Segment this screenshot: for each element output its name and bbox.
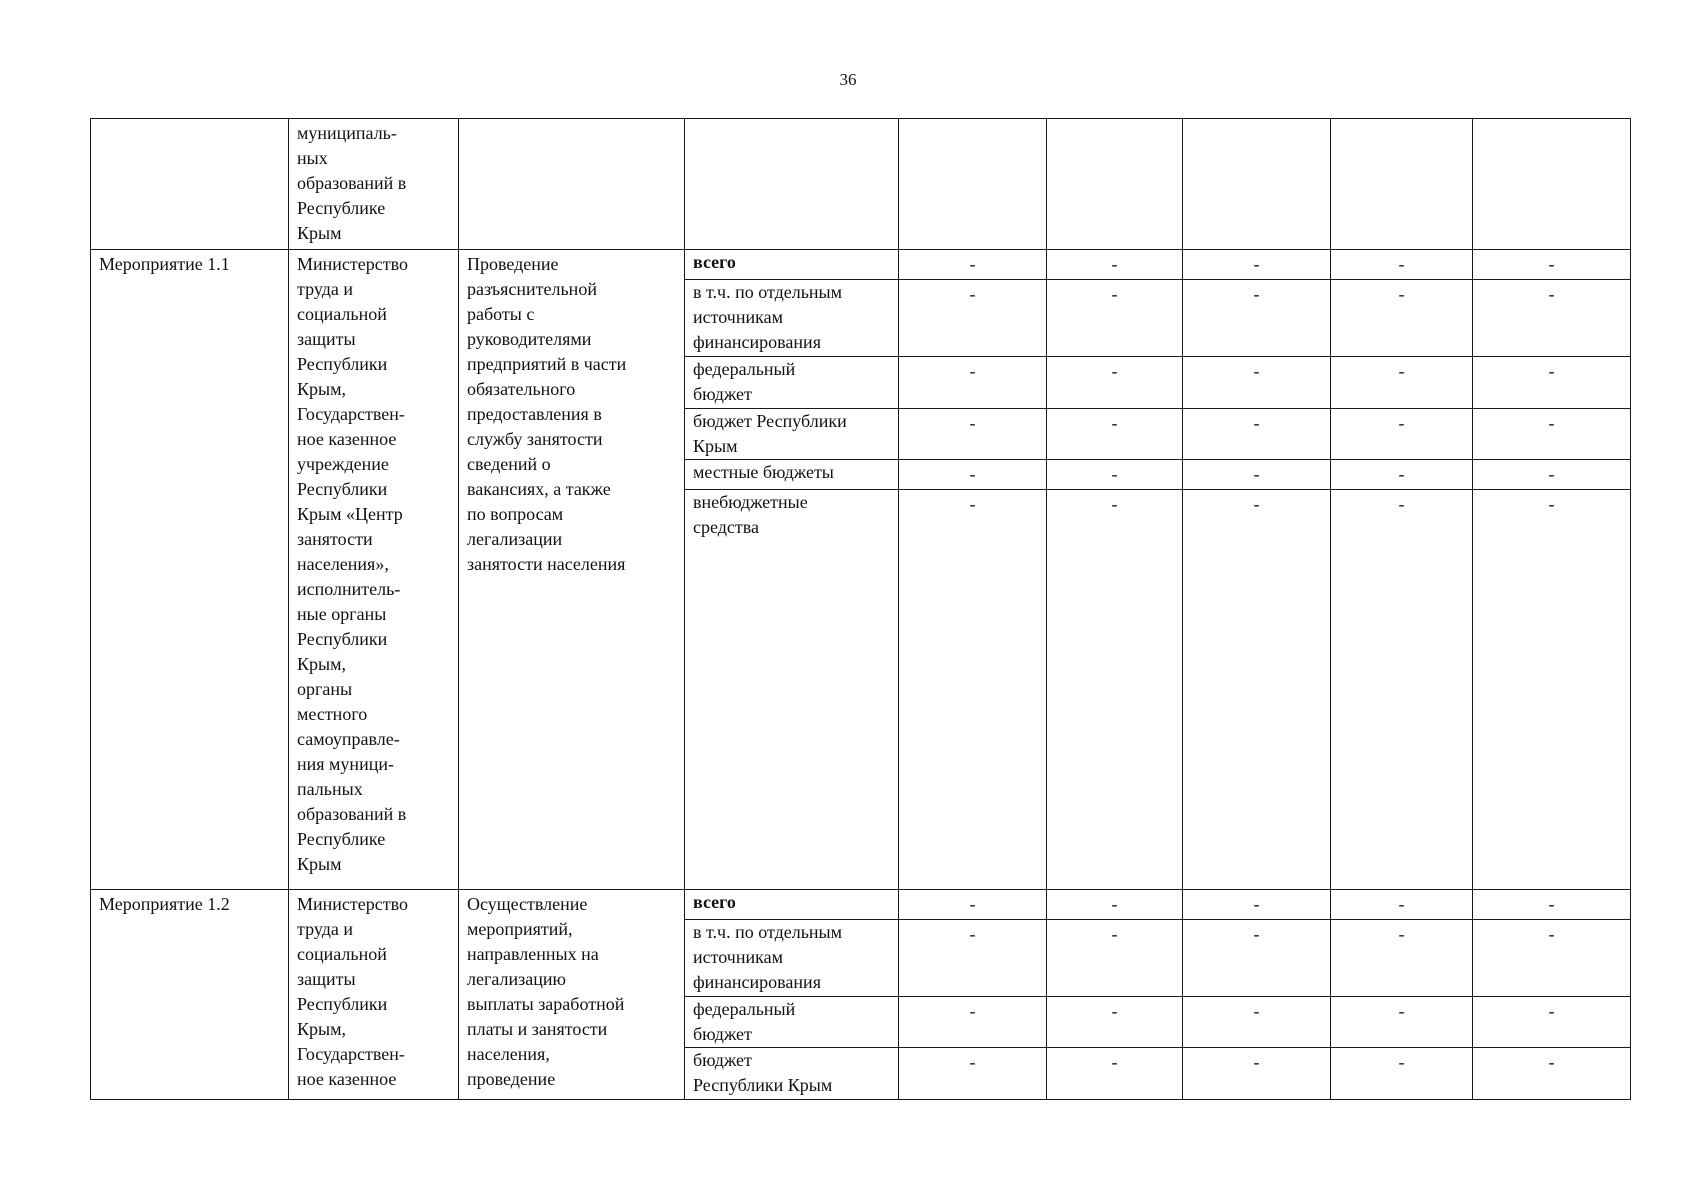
funding-source-cell: всего bbox=[685, 890, 899, 920]
value-cell: - bbox=[1473, 250, 1631, 280]
table-body bbox=[91, 119, 1631, 1100]
value-cell: - bbox=[1331, 250, 1473, 280]
value-cell: - bbox=[1047, 460, 1183, 490]
table-row bbox=[91, 119, 1631, 250]
value-cell: - bbox=[1047, 890, 1183, 920]
value-cell: - bbox=[1331, 1048, 1473, 1100]
funding-source-cell: всего bbox=[685, 250, 899, 280]
value-cell: - bbox=[1473, 1048, 1631, 1100]
executor-cell: Министерство труда и социальной защиты Республики Крым, Государствен- ное казенное bbox=[289, 890, 459, 1100]
value-cell bbox=[1331, 119, 1473, 250]
funding-source-cell: местные бюджеты bbox=[685, 460, 899, 490]
value-cell bbox=[1047, 119, 1183, 250]
value-cell: - bbox=[1183, 460, 1331, 490]
value-cell bbox=[1183, 119, 1331, 250]
value-cell: - bbox=[1183, 920, 1331, 997]
value-cell: - bbox=[1047, 408, 1183, 459]
funding-source-cell: федеральный бюджет bbox=[685, 357, 899, 408]
value-cell: - bbox=[1331, 490, 1473, 890]
value-cell: - bbox=[899, 490, 1047, 890]
value-cell bbox=[1473, 119, 1631, 250]
page-number: 36 bbox=[839, 70, 857, 89]
description-cell bbox=[459, 119, 685, 250]
value-cell: - bbox=[1183, 1048, 1331, 1100]
value-cell: - bbox=[1331, 920, 1473, 997]
value-cell: - bbox=[1331, 890, 1473, 920]
value-cell: - bbox=[899, 357, 1047, 408]
value-cell: - bbox=[1183, 890, 1331, 920]
funding-source-cell: внебюджетные средства bbox=[685, 490, 899, 890]
executor-cell: Министерство труда и социальной защиты Республики Крым, Государствен- ное казенное учреждение Республики Крым «Центр занятости населения», исполнитель- ные органы Республики Крым, органы местного самоуправле- ния муници- пальных образований в Республике Крым bbox=[289, 250, 459, 890]
value-cell: - bbox=[1473, 997, 1631, 1048]
value-cell: - bbox=[1473, 280, 1631, 357]
value-cell: - bbox=[1047, 1048, 1183, 1100]
value-cell: - bbox=[1183, 997, 1331, 1048]
source-cell bbox=[685, 119, 899, 250]
funding-source-cell: бюджет Республики Крым bbox=[685, 1048, 899, 1100]
value-cell: - bbox=[1473, 490, 1631, 890]
value-cell: - bbox=[899, 250, 1047, 280]
measure-name-cell: Мероприятие 1.2 bbox=[91, 890, 289, 1100]
value-cell: - bbox=[1331, 460, 1473, 490]
value-cell: - bbox=[1473, 920, 1631, 997]
value-cell: - bbox=[1331, 408, 1473, 459]
value-cell: - bbox=[1183, 250, 1331, 280]
budget-table bbox=[90, 118, 1631, 1100]
value-cell: - bbox=[1047, 490, 1183, 890]
value-cell: - bbox=[899, 920, 1047, 997]
value-cell bbox=[899, 119, 1047, 250]
value-cell: - bbox=[1183, 490, 1331, 890]
value-cell: - bbox=[1047, 280, 1183, 357]
table-row bbox=[91, 890, 1631, 920]
description-cell: Осуществление мероприятий, направленных на легализацию выплаты заработной платы и занятости населения, проведение bbox=[459, 890, 685, 1100]
funding-source-cell: бюджет Республики Крым bbox=[685, 408, 899, 459]
funding-source-cell: в т.ч. по отдельным источникам финансирования bbox=[685, 920, 899, 997]
value-cell: - bbox=[899, 997, 1047, 1048]
table-row bbox=[91, 250, 1631, 280]
description-cell: Проведение разъяснительной работы с руководителями предприятий в части обязательного предоставления в службу занятости сведений о вакансиях, а также по вопросам легализации занятости населения bbox=[459, 250, 685, 890]
value-cell: - bbox=[1183, 357, 1331, 408]
executor-cell: муниципаль- ных образований в Республике Крым bbox=[289, 119, 459, 250]
measure-name-cell bbox=[91, 119, 289, 250]
value-cell: - bbox=[1183, 280, 1331, 357]
funding-source-cell: федеральный бюджет bbox=[685, 997, 899, 1048]
value-cell: - bbox=[1331, 357, 1473, 408]
measure-name-cell: Мероприятие 1.1 bbox=[91, 250, 289, 890]
value-cell: - bbox=[1047, 357, 1183, 408]
value-cell: - bbox=[1473, 357, 1631, 408]
value-cell: - bbox=[1047, 920, 1183, 997]
value-cell: - bbox=[1331, 280, 1473, 357]
value-cell: - bbox=[899, 460, 1047, 490]
funding-source-cell: в т.ч. по отдельным источникам финансирования bbox=[685, 280, 899, 357]
value-cell: - bbox=[1047, 997, 1183, 1048]
value-cell: - bbox=[1473, 890, 1631, 920]
value-cell: - bbox=[1331, 997, 1473, 1048]
value-cell: - bbox=[899, 890, 1047, 920]
value-cell: - bbox=[899, 280, 1047, 357]
value-cell: - bbox=[1473, 460, 1631, 490]
value-cell: - bbox=[899, 408, 1047, 459]
value-cell: - bbox=[1473, 408, 1631, 459]
value-cell: - bbox=[1183, 408, 1331, 459]
value-cell: - bbox=[1047, 250, 1183, 280]
value-cell: - bbox=[899, 1048, 1047, 1100]
